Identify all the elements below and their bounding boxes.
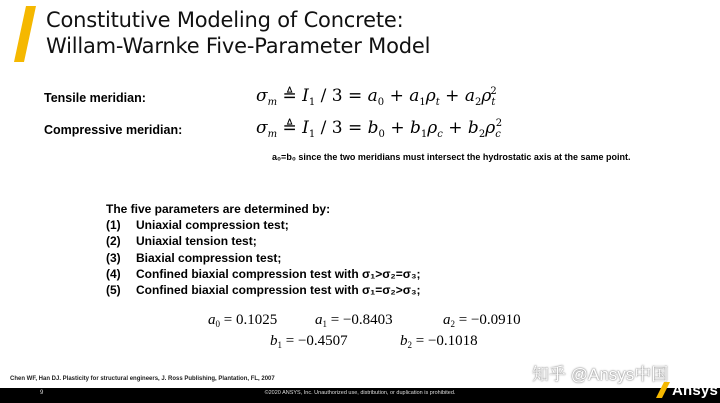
compressive-meridian-label: Compressive meridian: [44,123,183,137]
param-b2: $b_2 = -0.1018$ [400,333,478,350]
page-number: 9 [40,390,44,396]
list-item: (2) Uniaxial tension test; [106,234,257,249]
parameter-determination-list [106,201,421,298]
compressive-meridian-equation: $\sigma_m$ ≜ $I_1 / 3 = b_0 + b_1\rho_c + b_2\rho_c^2$ [256,118,503,140]
copyright-notice: ©2020 ANSYS, Inc. Unauthorized use, distribution, or duplication is prohibited. [264,390,456,396]
footer-bar [0,388,720,403]
title-line-1: Constitutive Modeling of Concrete: [46,8,404,32]
parameter-list-heading: The five parameters are determined by: [106,202,331,216]
tensile-meridian-equation: $\sigma_m$ ≜ $I_1 / 3 = a_0 + a_1\rho_t + a_2\rho_t^2$ [256,86,497,108]
param-b1: $b_1 = -0.4507$ [270,333,348,350]
param-a2: $a_2 = -0.0910$ [443,312,521,329]
ansys-logo [656,380,718,400]
list-item: (1) Uniaxial compression test; [106,218,289,233]
list-item: (4) Confined biaxial compression test with σ₁>σ₂=σ₃; [106,266,421,281]
title-accent-slash [14,6,36,62]
citation: Chen WF, Han DJ. Plasticity for structural engineers, J. Ross Publishing, Plantation, FL, 2007 [10,376,275,382]
ansys-logo-text: Ansys [672,381,719,399]
param-a0: $a_0 = 0.1025$ [208,312,278,329]
ansys-logo-icon [656,380,670,400]
list-item: (3) Biaxial compression test; [106,250,282,265]
watermark: 知乎 @Ansys中国 [532,365,669,384]
list-item: (5) Confined biaxial compression test with σ₁=σ₂>σ₃; [106,283,421,298]
tensile-meridian-label: Tensile meridian: [44,91,146,105]
title-line-2: Willam-Warnke Five-Parameter Model [46,34,431,58]
slide-title [46,7,430,59]
param-a1: $a_1 = -0.8403$ [315,312,393,329]
meridian-intersection-note: a₀=b₀ since the two meridians must intersect the hydrostatic axis at the same point. [272,152,631,162]
